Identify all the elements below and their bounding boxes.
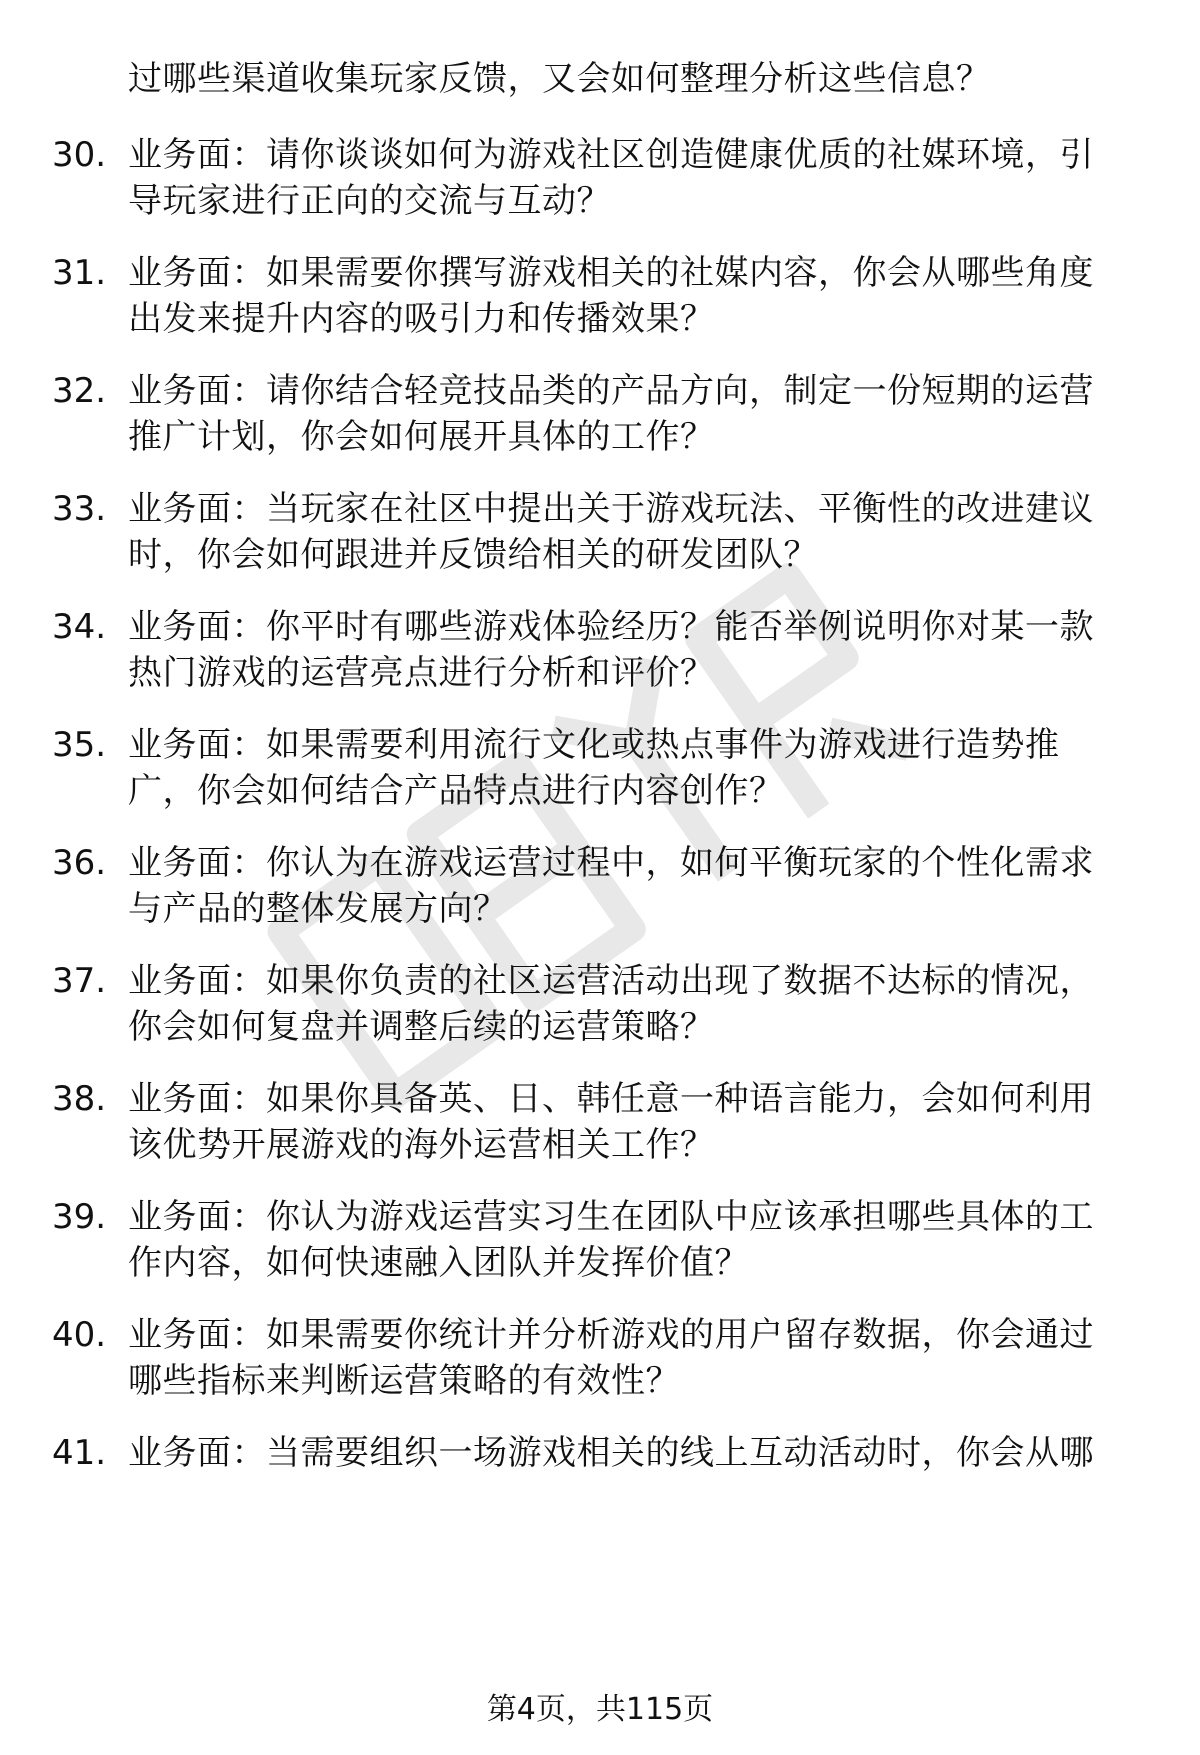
item-line: 该优势开展游戏的海外运营相关工作？ <box>128 1125 715 1165</box>
item-line: 业务面：请你谈谈如何为游戏社区创造健康优质的社媒环境，引 <box>128 135 1094 175</box>
item-line: 导玩家进行正向的交流与互动？ <box>128 181 611 221</box>
item-number: 30. <box>52 135 107 175</box>
item-number: 34. <box>52 607 107 647</box>
watermark-icon <box>220 480 980 1180</box>
item-line: 广，你会如何结合产品特点进行内容创作？ <box>128 771 784 811</box>
item-number: 33. <box>52 489 107 529</box>
item-number: 36. <box>52 843 107 883</box>
item-number: 40. <box>52 1315 107 1355</box>
item-line: 业务面：如果需要你统计并分析游戏的用户留存数据，你会通过 <box>128 1315 1094 1355</box>
item-line: 业务面：如果需要利用流行文化或热点事件为游戏进行造势推 <box>128 725 1060 765</box>
item-line: 业务面：如果你负责的社区运营活动出现了数据不达标的情况， <box>128 961 1094 1001</box>
item-line: 业务面：当需要组织一场游戏相关的线上互动活动时，你会从哪 <box>128 1433 1094 1473</box>
item-line: 业务面：如果你具备英、日、韩任意一种语言能力，会如何利用 <box>128 1079 1094 1119</box>
item-number: 31. <box>52 253 107 293</box>
item-number: 41. <box>52 1433 107 1473</box>
item-number: 39. <box>52 1197 107 1237</box>
item-line: 你会如何复盘并调整后续的运营策略？ <box>128 1007 715 1047</box>
item-line: 业务面：你平时有哪些游戏体验经历？能否举例说明你对某一款 <box>128 607 1094 647</box>
item-line: 哪些指标来判断运营策略的有效性？ <box>128 1361 680 1401</box>
item-line: 时，你会如何跟进并反馈给相关的研发团队？ <box>128 535 818 575</box>
item-line: 热门游戏的运营亮点进行分析和评价？ <box>128 653 715 693</box>
item-line: 作内容，如何快速融入团队并发挥价值？ <box>128 1243 749 1283</box>
item-line: 业务面：请你结合轻竞技品类的产品方向，制定一份短期的运营 <box>128 371 1094 411</box>
item-number: 32. <box>52 371 107 411</box>
item-number: 35. <box>52 725 107 765</box>
item-line: 推广计划，你会如何展开具体的工作？ <box>128 417 715 457</box>
item-line: 业务面：当玩家在社区中提出关于游戏玩法、平衡性的改进建议 <box>128 489 1094 529</box>
page-footer: 第4页，共115页 <box>486 1692 714 1727</box>
lead-line: 过哪些渠道收集玩家反馈，又会如何整理分析这些信息？ <box>128 59 991 99</box>
item-line: 出发来提升内容的吸引力和传播效果？ <box>128 299 715 339</box>
item-number: 37. <box>52 961 107 1001</box>
item-number: 38. <box>52 1079 107 1119</box>
item-line: 业务面：如果需要你撰写游戏相关的社媒内容，你会从哪些角度 <box>128 253 1094 293</box>
item-line: 业务面：你认为游戏运营实习生在团队中应该承担哪些具体的工 <box>128 1197 1094 1237</box>
item-line: 与产品的整体发展方向？ <box>128 889 508 929</box>
item-line: 业务面：你认为在游戏运营过程中，如何平衡玩家的个性化需求 <box>128 843 1094 883</box>
